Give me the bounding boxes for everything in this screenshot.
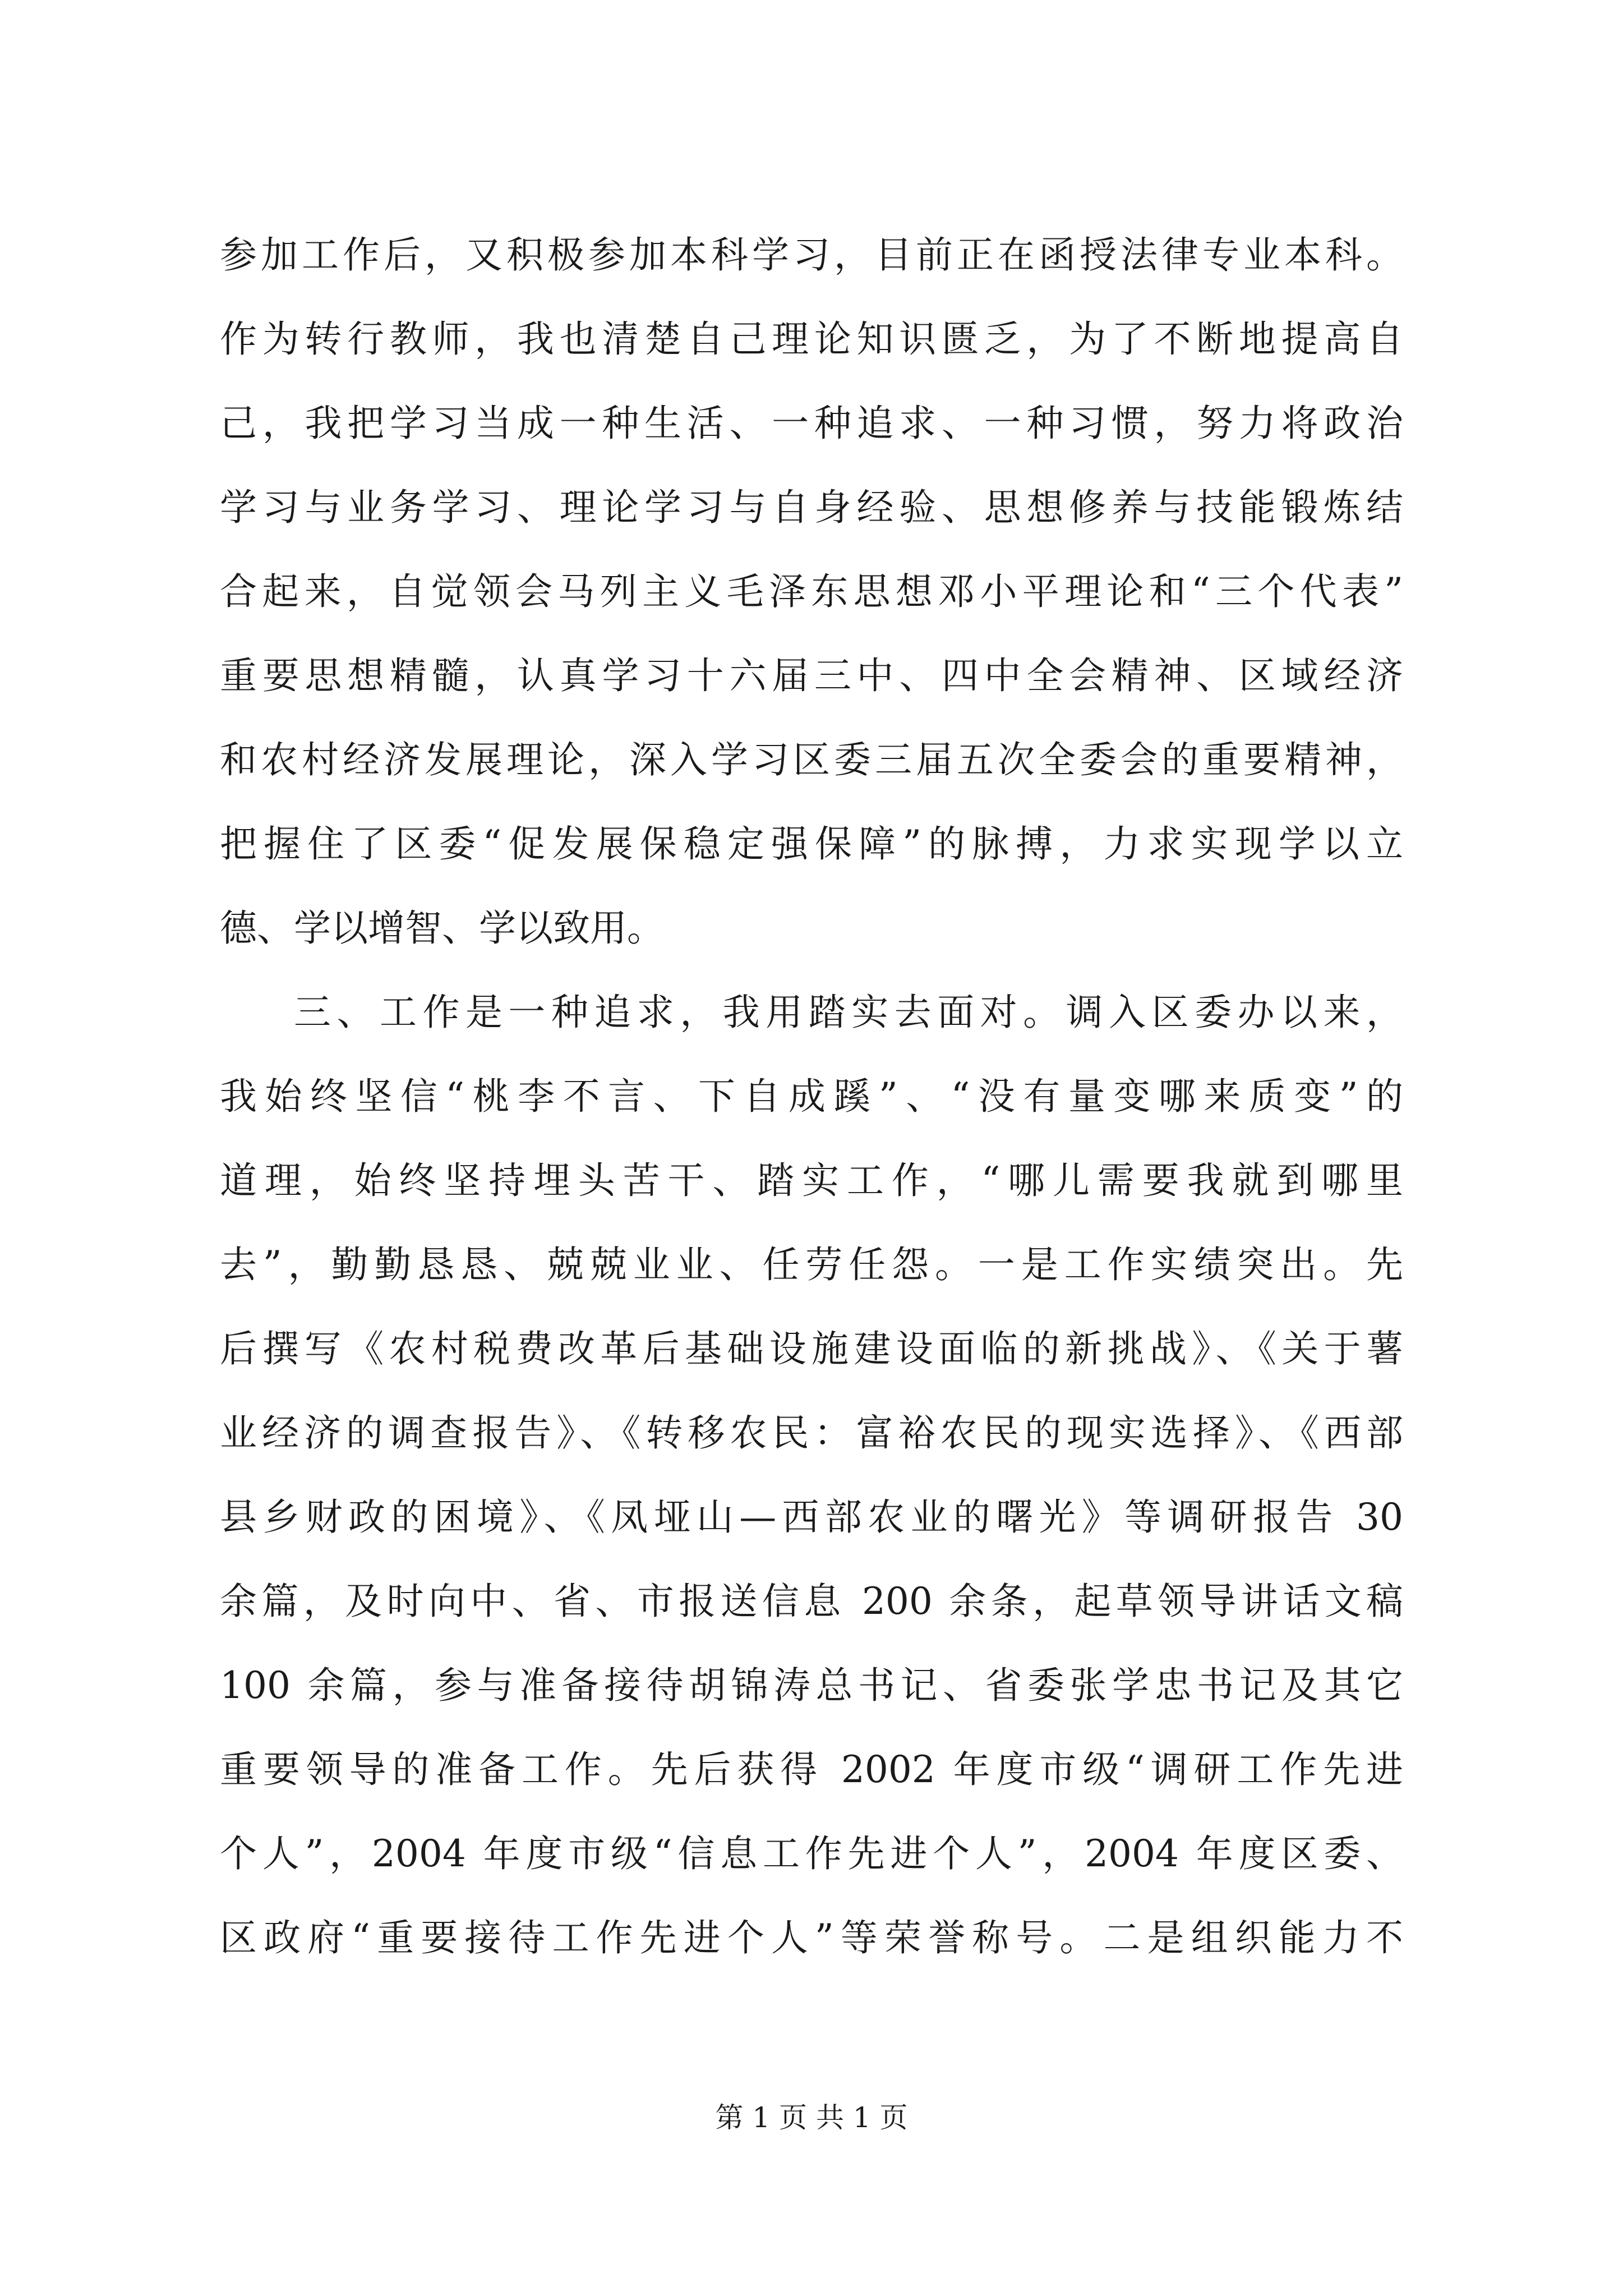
text-line: 把握住了区委“促发展保稳定强保障”的脉搏，力求实现学以立 xyxy=(220,822,1403,866)
text-line: 重要领导的准备工作。先后获得 2002 年度市级“调研工作先进 xyxy=(220,1748,1403,1791)
text-line: 道理，始终坚持埋头苦干、踏实工作，“哪儿需要我就到哪里 xyxy=(220,1159,1403,1202)
text-line: 我始终坚信“桃李不言、下自成蹊”、“没有量变哪来质变”的 xyxy=(220,1075,1403,1118)
text-line: 己，我把学习当成一种生活、一种追求、一种习惯，努力将政治 xyxy=(220,402,1403,445)
text-line: 作为转行教师，我也清楚自己理论知识匮乏，为了不断地提高自 xyxy=(220,318,1403,361)
text-line: 德、学以增智、学以致用。 xyxy=(220,907,664,950)
text-line: 学习与业务学习、理论学习与自身经验、思想修养与技能锻炼结 xyxy=(220,486,1403,529)
text-line: 县乡财政的困境》、《凤垭山—西部农业的曙光》等调研报告 30 xyxy=(220,1496,1403,1539)
text-line: 重要思想精髓，认真学习十六届三中、四中全会精神、区域经济 xyxy=(220,654,1403,697)
page-number-footer: 第 1 页 共 1 页 xyxy=(715,2101,908,2134)
text-line: 合起来，自觉领会马列主义毛泽东思想邓小平理论和“三个代表” xyxy=(220,570,1403,613)
text-line: 后撰写《农村税费改革后基础设施建设面临的新挑战》、《关于薯 xyxy=(220,1327,1403,1370)
text-line: 区政府“重要接待工作先进个人”等荣誉称号。二是组织能力不 xyxy=(220,1916,1403,1959)
text-line: 和农村经济发展理论，深入学习区委三届五次全委会的重要精神， xyxy=(220,738,1403,781)
text-line: 100 余篇，参与准备接待胡锦涛总书记、省委张学忠书记及其它 xyxy=(220,1664,1403,1707)
text-line: 参加工作后，又积极参加本科学习，目前正在函授法律专业本科。 xyxy=(220,233,1403,277)
text-line-paragraph-start: 三、工作是一种追求，我用踏实去面对。调入区委办以来， xyxy=(294,991,1403,1034)
text-line: 余篇，及时向中、省、市报送信息 200 余条，起草领导讲话文稿 xyxy=(220,1580,1403,1623)
text-line: 业经济的调查报告》、《转移农民：富裕农民的现实选择》、《西部 xyxy=(220,1411,1403,1455)
text-line: 去”，勤勤恳恳、兢兢业业、任劳任怨。一是工作实绩突出。先 xyxy=(220,1243,1403,1286)
text-line: 个人”，2004 年度市级“信息工作先进个人”，2004 年度区委、 xyxy=(220,1832,1403,1875)
document-body xyxy=(220,213,1403,1980)
